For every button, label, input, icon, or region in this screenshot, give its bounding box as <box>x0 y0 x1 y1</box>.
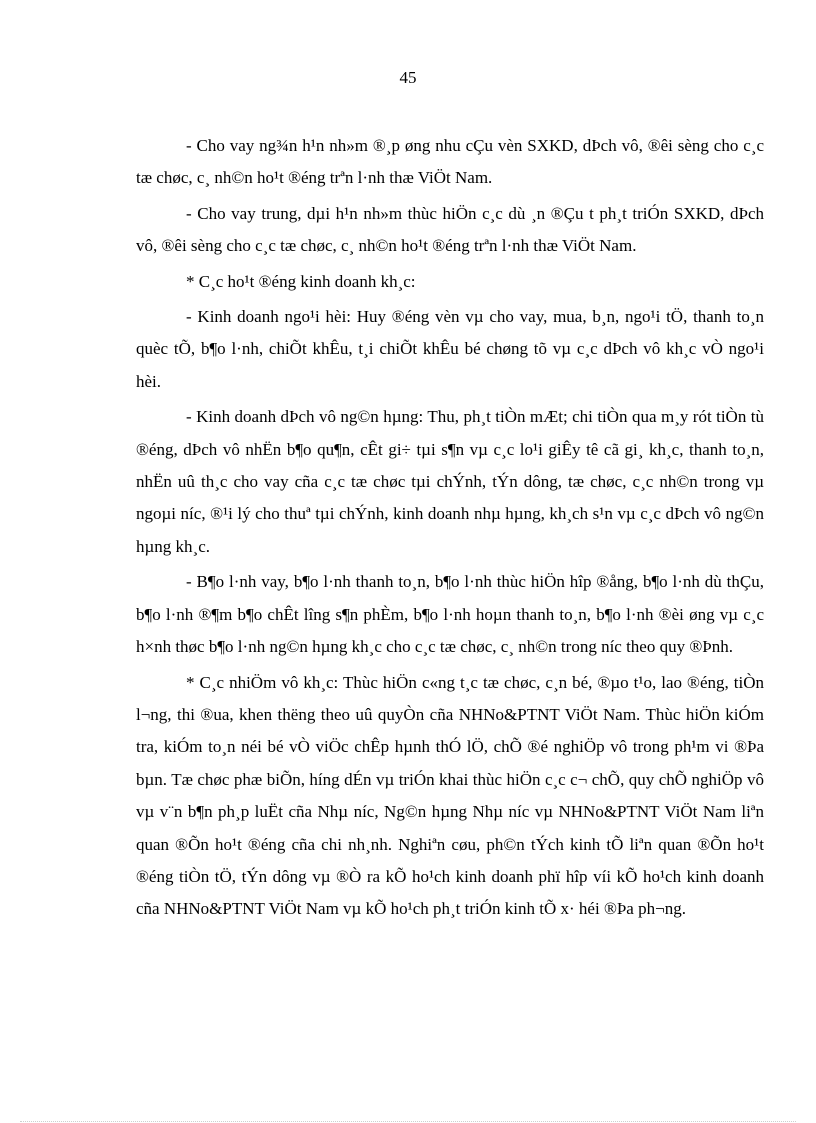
page-bottom-divider <box>20 1121 796 1122</box>
paragraph-banking-services: - Kinh doanh dÞch vô ng©n hµng: Thu, ph¸t tiÒn mÆt; chi tiÒn qua m¸y rót tiÒn tù ®éng, dÞch vô nhËn b¶o qu¶n, cÊt gi÷ tµi s¶n vµ c¸c lo¹i giÊy tê cã gi¸ kh¸c, thanh to¸n, nhËn uû th¸c cho vay cña c¸c tæ chøc tµi chÝnh, tÝn dông, tæ chøc, c¸c nh©n trong vµ ngoµi níc, ®¹i lý cho thuª tµi chÝnh, kinh doanh nhµ hµng, kh¸ch s¹n vµ c¸c dÞch vô ng©n hµng kh¸c. <box>136 407 764 556</box>
paragraph-short-term-loans: - Cho vay ng¾n h¹n nh»m ®¸p øng nhu cÇu vèn SXKD, dÞch vô, ®êi sèng cho c¸c tæ chøc, c¸ nh©n ho¹t ®éng trªn l·nh thæ ViÖt Nam. <box>136 136 764 188</box>
paragraph-other-duties: * C¸c nhiÖm vô kh¸c: Thùc hiÖn c«ng t¸c tæ chøc, c¸n bé, ®µo t¹o, lao ®éng, tiÒn l¬ng, thi ®ua, khen thëng theo uû quyÒn cña NHNo&PTNT ViÖt Nam. Thùc hiÖn kiÓm tra, kiÓm to¸n néi bé vÒ viÖc chÊp hµnh thÓ lÖ, chÕ ®é nghiÖp vô trong ph¹m vi ®Þa bµn. Tæ chøc phæ biÕn, híng dÉn vµ triÓn khai thùc hiÖn c¸c c¬ chÕ, quy chÕ nghiÖp vô vµ v¨n b¶n ph¸p luËt cña Nhµ níc, Ng©n hµng Nhµ níc vµ NHNo&PTNT ViÖt Nam liªn quan ®Õn ho¹t ®éng cña chi nh¸nh. Nghiªn cøu, ph©n tÝch kinh tÕ liªn quan ®Õn ho¹t ®éng tiÒn tÖ, tÝn dông vµ ®Ò ra kÕ ho¹ch kinh doanh phï hîp víi kÕ ho¹ch kinh doanh cña NHNo&PTNT ViÖt Nam vµ kÕ ho¹ch ph¸t triÓn kinh tÕ x· héi ®Þa ph¬ng. <box>136 672 764 919</box>
paragraph-foreign-exchange: - Kinh doanh ngo¹i hèi: Huy ®éng vèn vµ cho vay, mua, b¸n, ngo¹i tÖ, thanh to¸n quèc tÕ, b¶o l·nh, chiÕt khÊu, t¸i chiÕt khÊu bé chøng tõ vµ c¸c dÞch vô kh¸c vÒ ngo¹i hèi. <box>136 307 764 391</box>
document-body <box>136 130 764 929</box>
page-number: 45 <box>399 68 417 87</box>
paragraph-medium-long-term-loans: - Cho vay trung, dµi h¹n nh»m thùc hiÖn c¸c dù ¸n ®Çu t ph¸t triÓn SXKD, dÞch vô, ®êi sèng cho c¸c tæ chøc, c¸ nh©n ho¹t ®éng trªn l·nh thæ ViÖt Nam. <box>136 203 764 256</box>
paragraph-guarantees: - B¶o l·nh vay, b¶o l·nh thanh to¸n, b¶o l·nh thùc hiÖn hîp ®ång, b¶o l·nh dù thÇu, b¶o l·nh ®¶m b¶o chÊt lîng s¶n phÈm, b¶o l·nh hoµn thanh to¸n, b¶o l·nh ®èi øng vµ c¸c h×nh thøc b¶o l·nh ng©n hµng kh¸c cho c¸c tæ chøc, c¸ nh©n trong níc theo quy ®Þnh. <box>136 572 764 657</box>
paragraph-other-business-heading: * C¸c ho¹t ®éng kinh doanh kh¸c: <box>186 271 416 291</box>
